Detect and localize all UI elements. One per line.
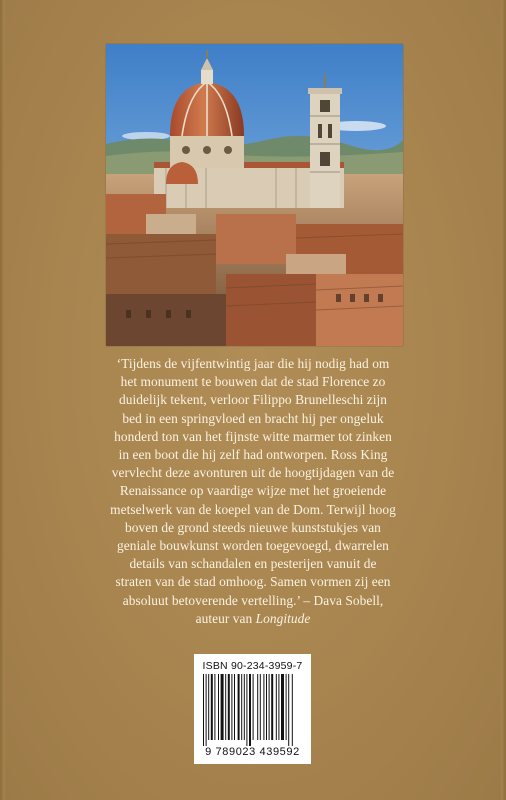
- cover-edge-left: [0, 0, 5, 800]
- barcode-bar: [225, 674, 226, 740]
- blurb-line: ‘Tijdens de vijfentwintig jaar die hij nodig had om: [116, 356, 390, 371]
- barcode-bar: [221, 674, 224, 740]
- barcode-bar: [231, 674, 232, 740]
- attribution-book-title: Longitude: [255, 610, 311, 626]
- ean-digits: 9 789023 439592: [205, 746, 300, 758]
- barcode-bar: [218, 674, 219, 740]
- blurb-line: absoluut betoverende vertelling.’ – Dava Sobell,: [122, 592, 384, 608]
- blurb-line: honderd ton van het fijnste witte marmer tot zinken: [114, 428, 392, 444]
- barcode-bar: [246, 674, 247, 746]
- blurb-quote: [100, 355, 406, 628]
- barcode-bar: [271, 674, 273, 740]
- blurb-line: geniale bouwkunst worden toegevoegd, dwarrelen: [117, 538, 389, 554]
- barcode-bar: [214, 674, 215, 740]
- cathedral-illustration: [106, 44, 403, 346]
- blurb-line: duidelijk tekent, verloor Filippo Brunelleschi zijn: [118, 392, 388, 408]
- cover-photo-florence-cathedral: [106, 44, 403, 346]
- barcode-icon: [202, 674, 303, 746]
- blurb-attribution: [100, 610, 406, 628]
- barcode-bar: [276, 674, 277, 740]
- blurb-line: boven de grond steeds nieuwe kunststukjes van: [125, 519, 381, 535]
- barcode-bar: [211, 674, 213, 740]
- barcode-bar: [286, 674, 287, 740]
- barcode-bar: [228, 674, 230, 740]
- barcode-bar: [234, 674, 235, 740]
- barcode-bar: [249, 674, 251, 746]
- barcode-bar: [244, 674, 245, 740]
- blurb-line: details van schandalen en pesterijen vanuit de: [129, 556, 377, 572]
- blurb-line: in een boot die hij zelf had ontworpen. Ross King: [118, 447, 388, 463]
- barcode-bar: [241, 674, 242, 740]
- blurb-line: Renaissance op vaardige wijze met het groeiende: [119, 483, 387, 499]
- barcode-panel: [194, 654, 311, 764]
- blurb-line: straten van de stad omhoog. Samen vormen zij een: [115, 574, 391, 590]
- barcode-bar: [208, 674, 209, 740]
- blurb-line: bed in een springvloed en bracht hij per ongeluk: [122, 410, 384, 426]
- barcode-bar: [203, 674, 204, 746]
- barcode-bar: [257, 674, 258, 740]
- isbn-label: ISBN 90-234-3959-7: [202, 660, 303, 672]
- barcode-bar: [263, 674, 264, 740]
- blurb-line: het monument te bouwen dat de stad Florence zo: [120, 374, 386, 390]
- barcode-bar: [253, 674, 254, 740]
- attribution-prefix: auteur van: [195, 610, 256, 626]
- barcode-bar: [206, 674, 207, 746]
- blurb-line: vervlecht deze avonturen uit de hoogtijdagen van de: [111, 465, 395, 481]
- barcode-bar: [238, 674, 240, 740]
- cover-edge-right: [501, 0, 506, 800]
- barcode-bar: [292, 674, 293, 746]
- blurb-line: metselwerk van de koepel van de Dom. Terwijl hoog: [110, 501, 396, 517]
- barcode-bar: [278, 674, 279, 740]
- barcode-bar: [288, 674, 289, 746]
- barcode-bar: [269, 674, 270, 740]
- barcode-bar: [281, 674, 284, 740]
- barcode-bar: [260, 674, 261, 740]
- barcode-bar: [266, 674, 267, 740]
